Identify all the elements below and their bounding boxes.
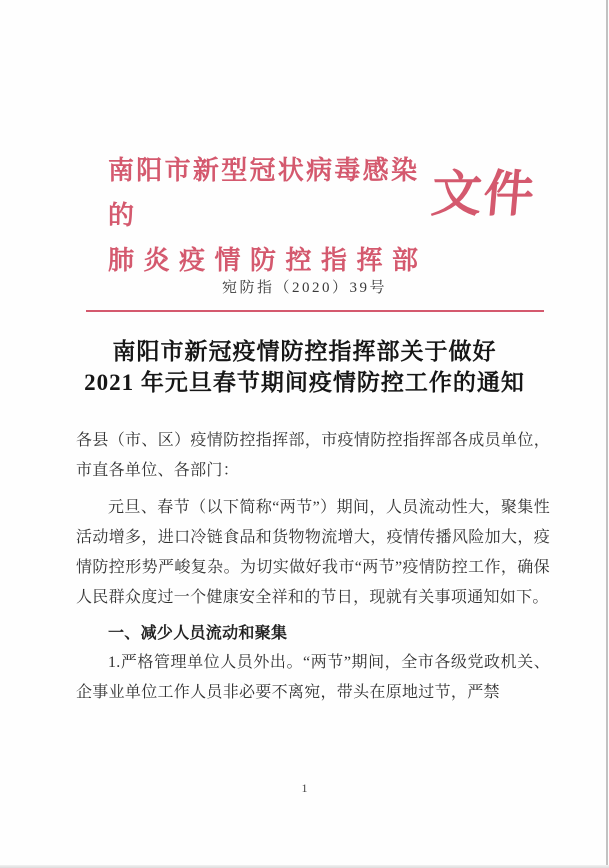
- salutation: 各县（市、区）疫情防控指挥部，市疫情防控指挥部各成员单位，市直各单位、各部门：: [76, 432, 550, 479]
- letterhead-org-line1: 南阳市新型冠状病毒感染的: [108, 156, 418, 230]
- red-divider-rule: [86, 310, 544, 312]
- letterhead-org-name: [108, 148, 418, 283]
- document-body: [76, 426, 550, 708]
- letterhead-org-line2: 肺炎疫情防控指挥部: [108, 246, 418, 275]
- document-title: [0, 336, 609, 398]
- letterhead: [108, 148, 539, 283]
- intro-paragraph: 元旦、春节（以下简称“两节”）期间，人员流动性大，聚集性活动增多，进口冷链食品和货物物流增大，疫情传播风险加大，疫情防控形势严峻复杂。为切实做好我市“两节”疫情防控工作，确保人民群众度过一个健康安全祥和的节日，现就有关事项通知如下。: [76, 499, 550, 606]
- section-1-heading: 一、减少人员流动和聚集: [108, 623, 288, 642]
- document-title-line1: 南阳市新冠疫情防控指挥部关于做好: [112, 339, 497, 364]
- scan-edge-right: [606, 0, 608, 868]
- page-number: 1: [301, 781, 308, 795]
- document-number: 宛防指（2020）39号: [221, 280, 387, 296]
- section-1-paragraph: 1.严格管理单位人员外出。“两节”期间，全市各级党政机关、企事业单位工作人员非必要不离宛，带头在原地过节，严禁: [76, 654, 550, 701]
- document-title-line2: 2021 年元旦春节期间疫情防控工作的通知: [84, 370, 525, 395]
- letterhead-document-word: 文件: [429, 166, 539, 222]
